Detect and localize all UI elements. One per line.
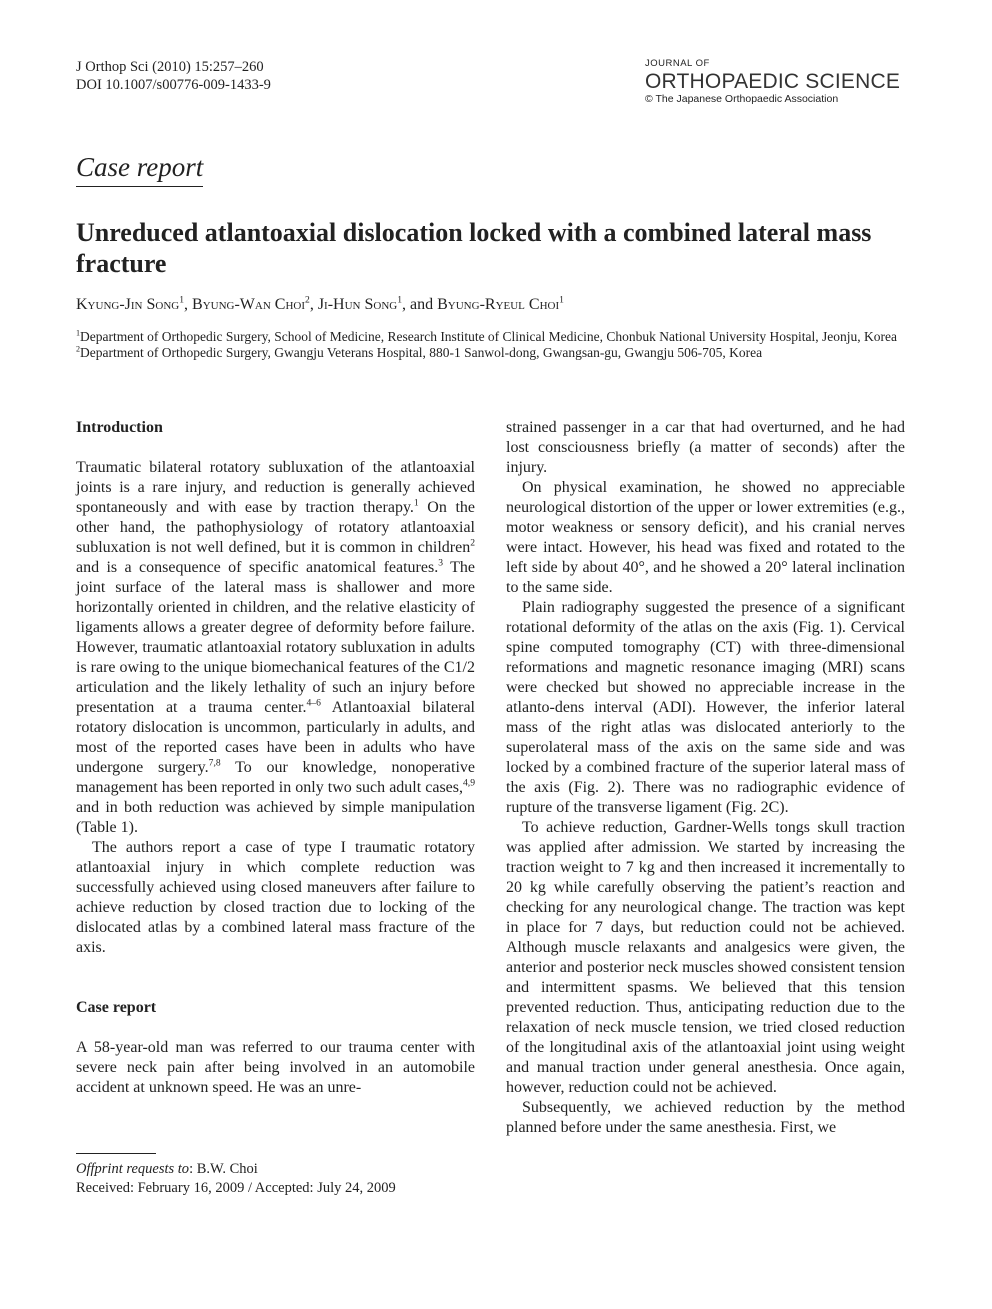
- affiliation: [76, 345, 906, 361]
- author-name: Byung-Wan Choi: [192, 296, 306, 313]
- case-paragraph-3: Plain radiography suggested the presence of a significant rotational deformity of the atlas on the axis (Fig. 1). Cervical spine computed tomography (CT) with three-dimensional reformations and magnetic resonance imaging (MRI) scans were checked but showed no appreciable increase in the atlanto-dens interval (ADI). However, the inferior lateral mass of the right atlas was dislocated anteriorly to the superolateral mass of the axis on the same side and was locked by a combined fracture of the superior lateral mass of the axis (Fig. 2). There was no radiographic evidence of rupture of the transverse ligament (Fig. 2C).: [506, 599, 905, 816]
- doi: DOI 10.1007/s00776-009-1433-9: [76, 77, 271, 93]
- affiliation: [76, 329, 906, 345]
- author-affil-mark: 1: [179, 294, 185, 306]
- affiliation-mark: 1: [76, 328, 81, 338]
- author-affil-mark: 1: [397, 294, 403, 306]
- case-heading: Case report: [76, 999, 157, 1016]
- author-name: Kyung-Jin Song: [76, 296, 180, 313]
- received-line: Received: February 16, 2009 / Accepted: July 24, 2009: [76, 1180, 396, 1196]
- affiliation-mark: 2: [76, 344, 81, 354]
- article-title: Unreduced atlantoaxial dislocation locked with a combined lateral mass fracture: [76, 218, 872, 278]
- author-name: Byung-Ryeul Choi: [437, 296, 560, 313]
- case-paragraph-1b: strained passenger in a car that had overturned, and he had lost consciousness briefly (a matter of seconds) after the injury.: [506, 419, 905, 476]
- footnote-rule: [76, 1153, 156, 1154]
- offprint-name: : B.W. Choi: [189, 1161, 258, 1177]
- case-paragraph-4: To achieve reduction, Gardner-Wells tongs skull traction was applied after admission. We started by increasing the traction weight to 7 kg and then increased it incrementally to 20 kg while carefully observing the patient’s reaction and checking for any neurological change. The traction was kept in place for 7 days, but reduction could not be achieved. Although muscle relaxants and analgesics were given, the anterior and posterior neck muscles showed consistent tension and intermittent spasms. We believed that this tension prevented reduction. Thus, anticipating reduction due to the relaxation of neck muscle tension, we tried closed reduction of the longitudinal axis of the atlantoaxial joint using weight and manual traction under general anesthesia. Once again, however, reduction could not be achieved.: [506, 819, 905, 1096]
- case-paragraph-5: Subsequently, we achieved reduction by the method planned before under the same anesthesia. First, we: [506, 1099, 905, 1136]
- case-paragraph-2: On physical examination, he showed no appreciable neurological distortion of the upper or lower extremities (e.g., motor weakness or sensory deficit), and his cranial nerves were intact. However, his head was fixed and rotated to the left side by about 40°, and he showed a 20° lateral inclination to the same side.: [506, 479, 905, 596]
- intro-heading: Introduction: [76, 419, 163, 436]
- left-column: [76, 418, 475, 1098]
- author-affil-mark: 1: [559, 294, 564, 306]
- affiliations: [76, 329, 906, 361]
- case-paragraph-1a: A 58-year-old man was referred to our trauma center with severe neck pain after being involved in an automobile accident at unknown speed. He was an unre-: [76, 1039, 475, 1096]
- section-type: Case report: [76, 150, 203, 187]
- affiliation-text: Department of Orthopedic Surgery, School of Medicine, Research Institute of Clinical Medicine, Chonbuk National University Hospital, Jeonju, Korea: [80, 329, 897, 344]
- right-column: [506, 418, 905, 1138]
- footnote: [76, 1160, 396, 1198]
- author-affil-mark: 2: [305, 294, 310, 306]
- affiliation-text: Department of Orthopedic Surgery, Gwangju Veterans Hospital, 880-1 Sanwol-dong, Gwangsan-gu, Gwangju 506-705, Korea: [80, 345, 763, 360]
- author-list: Kyung-Jin Song$^1$, Byung-Wan Choi$^2$, Ji-Hun Song$^1$, and Byung-Ryeul Choi$^1$: [76, 294, 564, 313]
- offprint-line: [76, 1160, 396, 1179]
- journal-logo-line1: JOURNAL OF: [645, 58, 710, 69]
- intro-paragraph-1: Traumatic bilateral rotatory subluxation of the atlantoaxial joints is a rare injury, and reduction is generally achieved spontaneously and with ease by traction therapy.$^1$ On the other hand, the pathophysiology of rotatory atlantoaxial subluxation is not well defined, but it is common in children$^2$ and is a consequence of specific anatomical features.$^3$ The joint surface of the lateral mass is shallower and more horizontally oriented in children, and the relative elasticity of ligaments allows a greater degree of deformity before failure. However, traumatic atlantoaxial rotatory subluxation in adults is rare owing to the unique biomechanical features of the C1/2 articulation and the likely lethality of such an injury before presentation at a trauma center.$^{4-6}$ Atlantoaxial bilateral rotatory dislocation is uncommon, particularly in adults, and most of the reported cases have been in adults who have undergone surgery.$^{7,8}$ To our knowledge, nonoperative management has been reported in only two such adult cases,$^{4,9}$ and in both reduction was achieved by simple manipulation (Table 1).: [76, 459, 475, 836]
- journal-logo-name: ORTHOPAEDIC SCIENCE: [645, 70, 901, 93]
- journal-copyright: © The Japanese Orthopaedic Association: [645, 93, 839, 105]
- journal-logo: [645, 58, 900, 106]
- citation-block: [76, 58, 271, 94]
- author-name: Ji-Hun Song: [317, 296, 398, 313]
- citation: J Orthop Sci (2010) 15:257–260: [76, 59, 264, 75]
- offprint-label: Offprint requests to: [76, 1161, 190, 1177]
- intro-paragraph-2: The authors report a case of type I traumatic rotatory atlantoaxial injury in which complete reduction was successfully achieved using closed maneuvers after failure to achieve reduction by closed traction due to locking of the dislocated atlas by a combined lateral mass fracture of the axis.: [76, 839, 475, 956]
